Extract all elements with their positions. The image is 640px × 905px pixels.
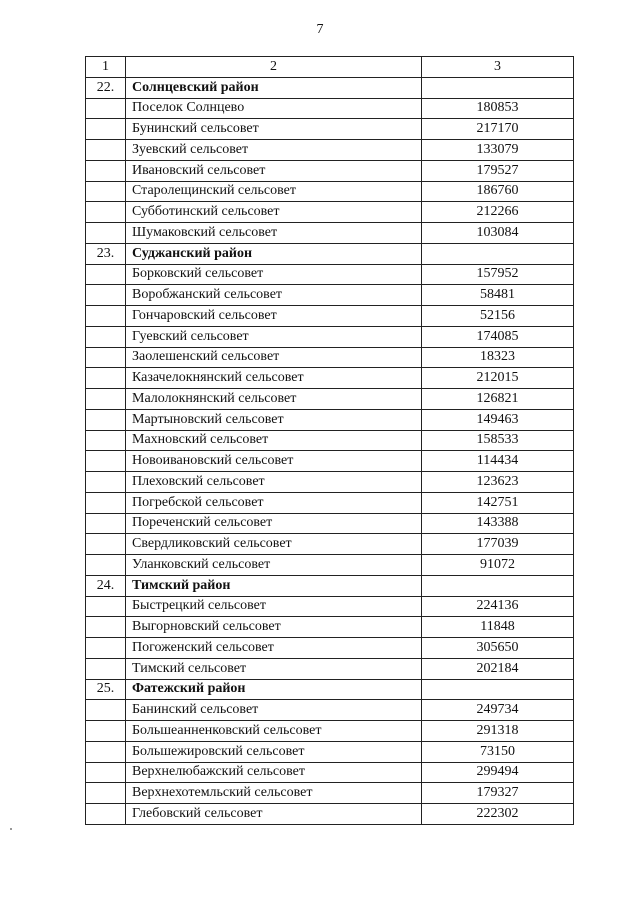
settlement-name-cell: Мартыновский сельсовет: [126, 409, 422, 430]
settlement-name-cell: Заолешенский сельсовет: [126, 347, 422, 368]
table-row: [86, 472, 574, 493]
row-number-cell: [86, 306, 126, 327]
row-number-cell: [86, 285, 126, 306]
value-cell: 180853: [422, 98, 574, 119]
table-row: [86, 389, 574, 410]
settlement-name-cell: Ивановский сельсовет: [126, 160, 422, 181]
row-number-cell: [86, 409, 126, 430]
district-name-cell: Тимский район: [126, 575, 422, 596]
settlement-name-cell: Свердликовский сельсовет: [126, 534, 422, 555]
value-cell: 126821: [422, 389, 574, 410]
row-number-cell: [86, 181, 126, 202]
value-cell: 174085: [422, 326, 574, 347]
table-row: [86, 347, 574, 368]
value-cell: 177039: [422, 534, 574, 555]
row-number-cell: [86, 596, 126, 617]
value-cell: 11848: [422, 617, 574, 638]
table-row: [86, 700, 574, 721]
settlement-name-cell: Погоженский сельсовет: [126, 638, 422, 659]
table-row: [86, 368, 574, 389]
district-name-cell: Солнцевский район: [126, 77, 422, 98]
table-row: [86, 326, 574, 347]
value-cell: 149463: [422, 409, 574, 430]
row-number-cell: [86, 160, 126, 181]
value-cell: 58481: [422, 285, 574, 306]
row-number-cell: [86, 430, 126, 451]
row-number-cell: [86, 513, 126, 534]
settlement-name-cell: Гончаровский сельсовет: [126, 306, 422, 327]
table-row: [86, 223, 574, 244]
settlement-name-cell: Плеховский сельсовет: [126, 472, 422, 493]
settlement-name-cell: Верхнехотемльский сельсовет: [126, 783, 422, 804]
row-number-cell: 24.: [86, 575, 126, 596]
value-cell: 249734: [422, 700, 574, 721]
settlement-name-cell: Поселок Солнцево: [126, 98, 422, 119]
value-cell: 103084: [422, 223, 574, 244]
row-number-cell: [86, 202, 126, 223]
settlement-name-cell: Борковский сельсовет: [126, 264, 422, 285]
row-number-cell: 22.: [86, 77, 126, 98]
table-row: [86, 285, 574, 306]
table-row: [86, 762, 574, 783]
value-cell: [422, 575, 574, 596]
table-row: [86, 492, 574, 513]
table-row: [86, 596, 574, 617]
row-number-cell: [86, 783, 126, 804]
settlement-name-cell: Банинский сельсовет: [126, 700, 422, 721]
settlement-name-cell: Верхнелюбажский сельсовет: [126, 762, 422, 783]
value-cell: 114434: [422, 451, 574, 472]
settlement-name-cell: Малолокнянский сельсовет: [126, 389, 422, 410]
table-row: [86, 513, 574, 534]
value-cell: 291318: [422, 721, 574, 742]
header-row: [86, 57, 574, 78]
column-header-value: 3: [422, 57, 574, 78]
value-cell: [422, 679, 574, 700]
table-row: [86, 98, 574, 119]
value-cell: 143388: [422, 513, 574, 534]
row-number-cell: [86, 347, 126, 368]
value-cell: 52156: [422, 306, 574, 327]
district-name-cell: Фатежский район: [126, 679, 422, 700]
settlement-name-cell: Воробжанский сельсовет: [126, 285, 422, 306]
row-number-cell: [86, 223, 126, 244]
table-body: [86, 77, 574, 824]
settlement-name-cell: Старолещинский сельсовет: [126, 181, 422, 202]
row-number-cell: [86, 638, 126, 659]
settlement-name-cell: Тимский сельсовет: [126, 658, 422, 679]
value-cell: 123623: [422, 472, 574, 493]
table-row: [86, 306, 574, 327]
row-number-cell: [86, 700, 126, 721]
value-cell: 179527: [422, 160, 574, 181]
value-cell: 202184: [422, 658, 574, 679]
table-row: [86, 451, 574, 472]
settlement-name-cell: Глебовский сельсовет: [126, 804, 422, 825]
settlement-name-cell: Новоивановский сельсовет: [126, 451, 422, 472]
row-number-cell: [86, 804, 126, 825]
row-number-cell: [86, 389, 126, 410]
row-number-cell: [86, 326, 126, 347]
value-cell: 224136: [422, 596, 574, 617]
value-cell: [422, 243, 574, 264]
table-row: [86, 264, 574, 285]
settlement-name-cell: Шумаковский сельсовет: [126, 223, 422, 244]
table-row: [86, 202, 574, 223]
district-row: [86, 243, 574, 264]
table-row: [86, 119, 574, 140]
settlement-name-cell: Субботинский сельсовет: [126, 202, 422, 223]
district-name-cell: Суджанский район: [126, 243, 422, 264]
table-row: [86, 534, 574, 555]
row-number-cell: [86, 658, 126, 679]
settlement-name-cell: Гуевский сельсовет: [126, 326, 422, 347]
row-number-cell: [86, 98, 126, 119]
table-row: [86, 721, 574, 742]
value-cell: 18323: [422, 347, 574, 368]
value-cell: 158533: [422, 430, 574, 451]
settlement-name-cell: Быстрецкий сельсовет: [126, 596, 422, 617]
value-cell: 217170: [422, 119, 574, 140]
row-number-cell: [86, 741, 126, 762]
row-number-cell: [86, 119, 126, 140]
allocation-table: [85, 56, 574, 825]
value-cell: 299494: [422, 762, 574, 783]
table-row: [86, 181, 574, 202]
settlement-name-cell: Уланковский сельсовет: [126, 555, 422, 576]
table-row: [86, 617, 574, 638]
row-number-cell: 23.: [86, 243, 126, 264]
settlement-name-cell: Махновский сельсовет: [126, 430, 422, 451]
settlement-name-cell: Выгорновский сельсовет: [126, 617, 422, 638]
value-cell: [422, 77, 574, 98]
value-cell: 91072: [422, 555, 574, 576]
row-number-cell: [86, 617, 126, 638]
settlement-name-cell: Пореченский сельсовет: [126, 513, 422, 534]
row-number-cell: [86, 140, 126, 161]
table-row: [86, 140, 574, 161]
settlement-name-cell: Большежировский сельсовет: [126, 741, 422, 762]
table-row: [86, 638, 574, 659]
column-header-number: 1: [86, 57, 126, 78]
column-header-name: 2: [126, 57, 422, 78]
row-number-cell: [86, 534, 126, 555]
settlement-name-cell: Большеанненковский сельсовет: [126, 721, 422, 742]
table-header: [86, 57, 574, 78]
settlement-name-cell: Зуевский сельсовет: [126, 140, 422, 161]
table-row: [86, 160, 574, 181]
value-cell: 73150: [422, 741, 574, 762]
table-row: [86, 555, 574, 576]
row-number-cell: [86, 555, 126, 576]
table-row: [86, 804, 574, 825]
row-number-cell: [86, 721, 126, 742]
district-row: [86, 575, 574, 596]
value-cell: 212266: [422, 202, 574, 223]
district-row: [86, 679, 574, 700]
row-number-cell: [86, 492, 126, 513]
settlement-name-cell: Бунинский сельсовет: [126, 119, 422, 140]
value-cell: 222302: [422, 804, 574, 825]
settlement-name-cell: Погребской сельсовет: [126, 492, 422, 513]
value-cell: 133079: [422, 140, 574, 161]
row-number-cell: 25.: [86, 679, 126, 700]
row-number-cell: [86, 451, 126, 472]
row-number-cell: [86, 264, 126, 285]
value-cell: 186760: [422, 181, 574, 202]
table-row: [86, 658, 574, 679]
table-row: [86, 409, 574, 430]
value-cell: 179327: [422, 783, 574, 804]
page-number: 7: [316, 22, 324, 37]
row-number-cell: [86, 368, 126, 389]
value-cell: 157952: [422, 264, 574, 285]
table-row: [86, 741, 574, 762]
table-row: [86, 430, 574, 451]
settlement-name-cell: Казачелокнянский сельсовет: [126, 368, 422, 389]
table-row: [86, 783, 574, 804]
scan-speck: [10, 828, 12, 830]
row-number-cell: [86, 762, 126, 783]
value-cell: 305650: [422, 638, 574, 659]
row-number-cell: [86, 472, 126, 493]
value-cell: 212015: [422, 368, 574, 389]
district-row: [86, 77, 574, 98]
value-cell: 142751: [422, 492, 574, 513]
